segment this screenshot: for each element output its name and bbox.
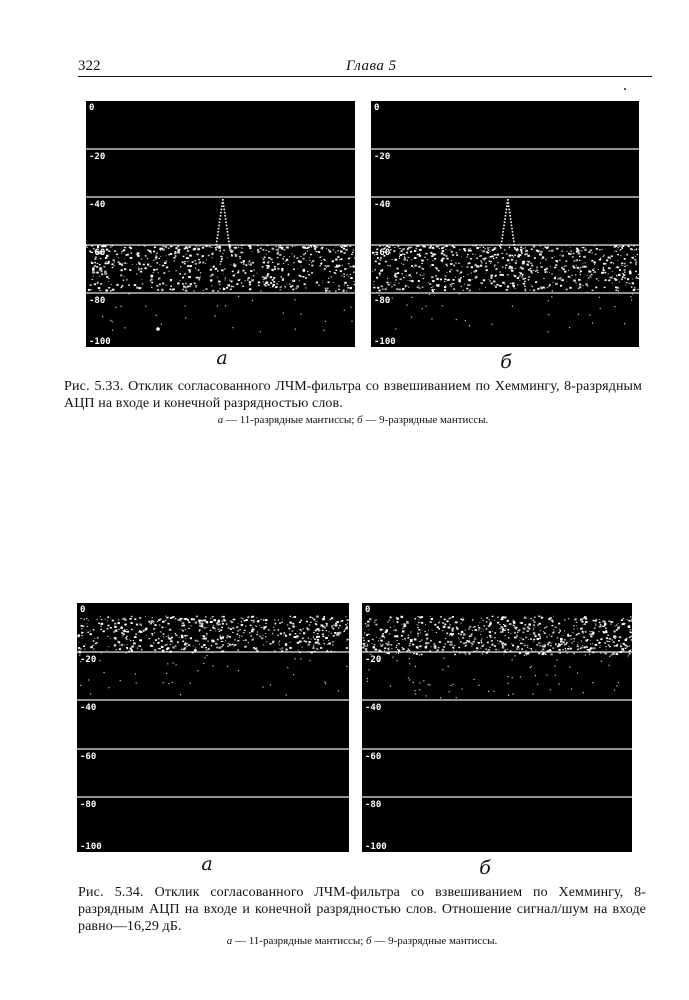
tick-label: -40 [89,200,106,210]
tick-label: 0 [80,605,86,615]
fig-5-33-panel-a-letter: а [216,347,228,369]
tick-label: -100 [374,337,396,347]
fig-5-34-caption [78,884,646,935]
tick-label: -100 [89,337,111,347]
tick-label: -60 [89,248,106,258]
tick-label: -80 [89,296,106,306]
tick-label: -80 [374,296,391,306]
noise-band [362,616,632,699]
tick-label: -20 [80,655,97,665]
header-rule [78,76,652,77]
tick-label: -40 [374,200,391,210]
tick-label: -20 [374,152,391,162]
tick-label: -40 [365,703,382,713]
print-speck [624,88,626,90]
fig-5-33-subcaption [64,413,642,427]
sub-letter-a: а [217,414,224,426]
fig-5-33-panel-a [86,101,355,347]
oscillogram-plot [86,101,355,347]
tick-label: -80 [365,800,382,810]
sub-letter-b: б [357,414,363,426]
fig-5-34-label: Рис. 5.34. [78,885,144,900]
stray-dot [156,327,160,331]
tick-label: 0 [365,605,371,615]
sub-text-b: — 9-разрядные мантиссы. [374,935,498,947]
tick-label: -100 [365,842,387,852]
oscillogram-plot [77,603,349,852]
sub-text-b: — 9-разрядные мантиссы. [365,414,489,426]
sub-text-a: — 11-разрядные мантиссы; [225,414,355,426]
tick-label: -40 [80,703,97,713]
tick-label: 0 [89,103,95,113]
fig-5-34-panel-b [362,603,632,852]
tick-label: -60 [80,752,97,762]
fig-5-34-caption-text: Отклик согласованного ЛЧМ-фильтра со взвешиванием по Хеммингу, 8-разрядным АЦП на входе и конечной разрядностью слов. Отношение сигнал/шум на входе равно—16,29 дБ. [78,885,647,934]
fig-5-34-panel-a-letter: а [201,853,213,875]
peak-trace [500,199,516,249]
noise-band [77,616,349,696]
fig-5-33-caption-text: Отклик согласованного ЛЧМ-фильтра со взвешиванием по Хеммингу, 8-разрядным АЦП на входе и конечной разрядностью слов. [64,379,643,411]
peak-trace [215,199,231,249]
tick-label: -100 [80,842,102,852]
tick-label: -60 [374,248,391,258]
tick-label: -80 [80,800,97,810]
page-header [78,58,652,78]
noise-band [86,245,355,332]
fig-5-34-panel-a [77,603,349,852]
oscillogram-plot [371,101,639,347]
chapter-title: Глава 5 [346,58,397,74]
tick-label: -20 [89,152,106,162]
fig-5-33-panel-b [371,101,639,347]
tick-label: -20 [365,655,382,665]
sub-text-a: — 11-разрядные мантиссы; [234,935,364,947]
fig-5-33-label: Рис. 5.33. [64,379,124,394]
oscillogram-plot [362,603,632,852]
page-number: 322 [78,58,101,74]
fig-5-34-panel-b-letter: б [479,857,491,879]
fig-5-34-subcaption [78,934,646,948]
noise-band [372,245,639,332]
fig-5-33-panel-b-letter: б [500,351,512,373]
sub-letter-b: б [366,935,372,947]
tick-label: 0 [374,103,380,113]
fig-5-33-caption [64,378,642,412]
sub-letter-a: а [226,935,233,947]
tick-label: -60 [365,752,382,762]
